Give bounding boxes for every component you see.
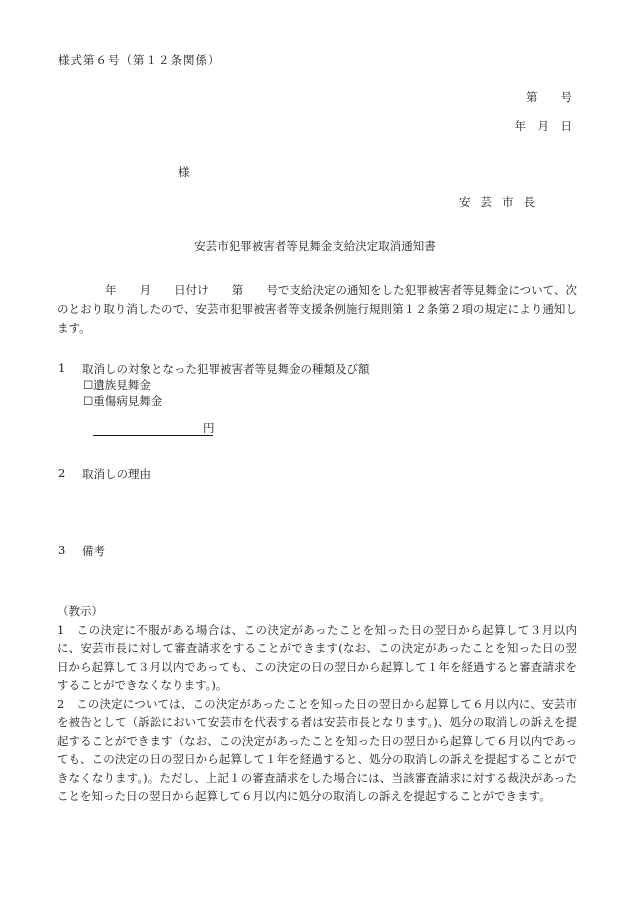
- instructions-block: [57, 602, 577, 806]
- sender: 安芸市長: [459, 195, 545, 209]
- instructions-item-2: 2 この決定については、この決定があったことを知った日の翌日から起算して６月以内に、安芸市を被告として（訴訟において安芸市を代表する者は安芸市長となります。)、処分の取消しの訴えを提起することができます（なお、この決定があったことを知った日の翌日から起算して６月以内であっても、この決定の日の翌日から起算して１年を経過すると、処分の取消しの訴えを提起することができなくなります。)。ただし、上記１の審査請求をした場合には、当該審査請求に対する裁決があったことを知った日の翌日から起算して６月以内に処分の取消しの訴えを提起することができます。: [57, 696, 577, 803]
- section-2-number: 2: [58, 466, 66, 480]
- section-3-number: 3: [58, 543, 66, 557]
- section-2-heading: 取消しの理由: [82, 467, 151, 481]
- section-1-number: 1: [58, 361, 66, 375]
- option-bereaved-family: ☐遺族見舞金: [83, 378, 151, 392]
- instructions-item-1: 1 この決定に不服がある場合は、この決定があったことを知った日の翌日から起算して３月以内に、安芸市長に対して審査請求をすることができます(なお、この決定があったことを知った日の翌日から起算して３月以内であっても、この決定の日の翌日から起算して１年を経過すると審査請求をすることができなくなります。)。: [57, 622, 577, 692]
- instructions-heading: （教示）: [57, 604, 103, 618]
- amount-unit: 円: [203, 421, 215, 435]
- document-number: 第 号: [526, 90, 572, 104]
- form-label: 様式第６号（第１２条関係）: [58, 53, 221, 67]
- document-date: 年 月 日: [514, 119, 572, 133]
- document-title: 安芸市犯罪被害者等見舞金支給決定取消通知書: [194, 239, 436, 253]
- intro-paragraph: [57, 281, 577, 338]
- section-3-heading: 備考: [82, 544, 105, 558]
- addressee: 様: [178, 165, 190, 179]
- intro-text: 年 月 日付け 第 号で支給決定の通知をした犯罪被害者等見舞金について、次のとおり取り消したので、安芸市犯罪被害者等支援条例施行規則第１２条第２項の規定により通知します。: [57, 283, 577, 335]
- section-1-heading: 取消しの対象となった犯罪被害者等見舞金の種類及び額: [82, 362, 370, 376]
- option-serious-injury: ☐重傷病見舞金: [83, 394, 163, 408]
- amount-blank-line: [93, 421, 213, 436]
